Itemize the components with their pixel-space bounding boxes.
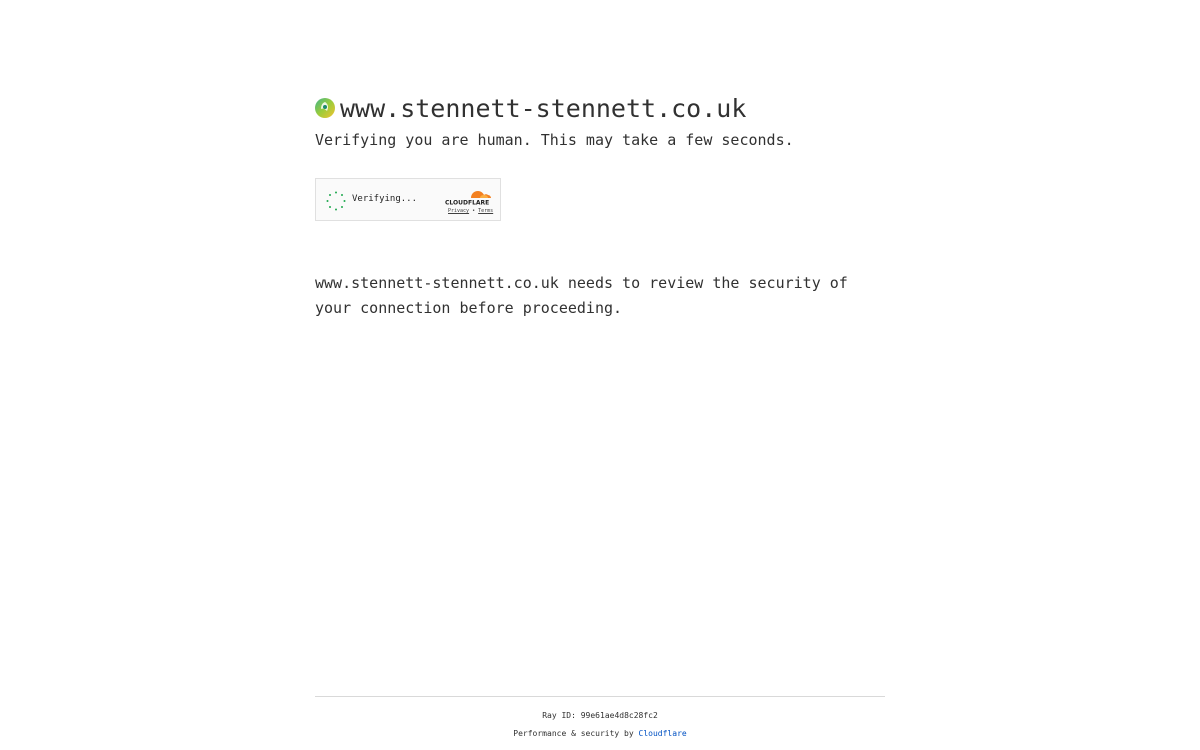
loading-spinner-icon: [326, 191, 346, 211]
footer: [315, 696, 885, 740]
ray-id-line: [315, 710, 885, 722]
links-separator: •: [472, 208, 476, 214]
site-heading: [315, 90, 885, 126]
turnstile-widget[interactable]: [315, 178, 501, 221]
verifying-status: Verifying...: [352, 194, 418, 204]
site-favicon-icon: [315, 98, 335, 118]
ray-id-value: 99e61ae4d8c28fc2: [580, 711, 658, 720]
performance-line: [315, 728, 885, 740]
main-content: [315, 90, 885, 317]
cloudflare-wordmark: CLOUDFLARE: [445, 199, 490, 206]
page-title: www.stennett-stennett.co.uk: [340, 93, 747, 123]
cloudflare-logo: [444, 186, 494, 206]
security-review-message: www.stennett-stennett.co.uk needs to review the security of your connection before proceeding.: [315, 274, 848, 317]
cloudflare-link[interactable]: Cloudflare: [638, 729, 687, 738]
verification-subtitle: Verifying you are human. This may take a few seconds.: [315, 131, 794, 149]
widget-links: [448, 208, 493, 214]
privacy-link[interactable]: Privacy: [448, 208, 470, 214]
ray-id-label: Ray ID:: [542, 711, 576, 720]
performance-text: Performance & security by: [513, 729, 634, 738]
terms-link[interactable]: Terms: [478, 208, 494, 214]
